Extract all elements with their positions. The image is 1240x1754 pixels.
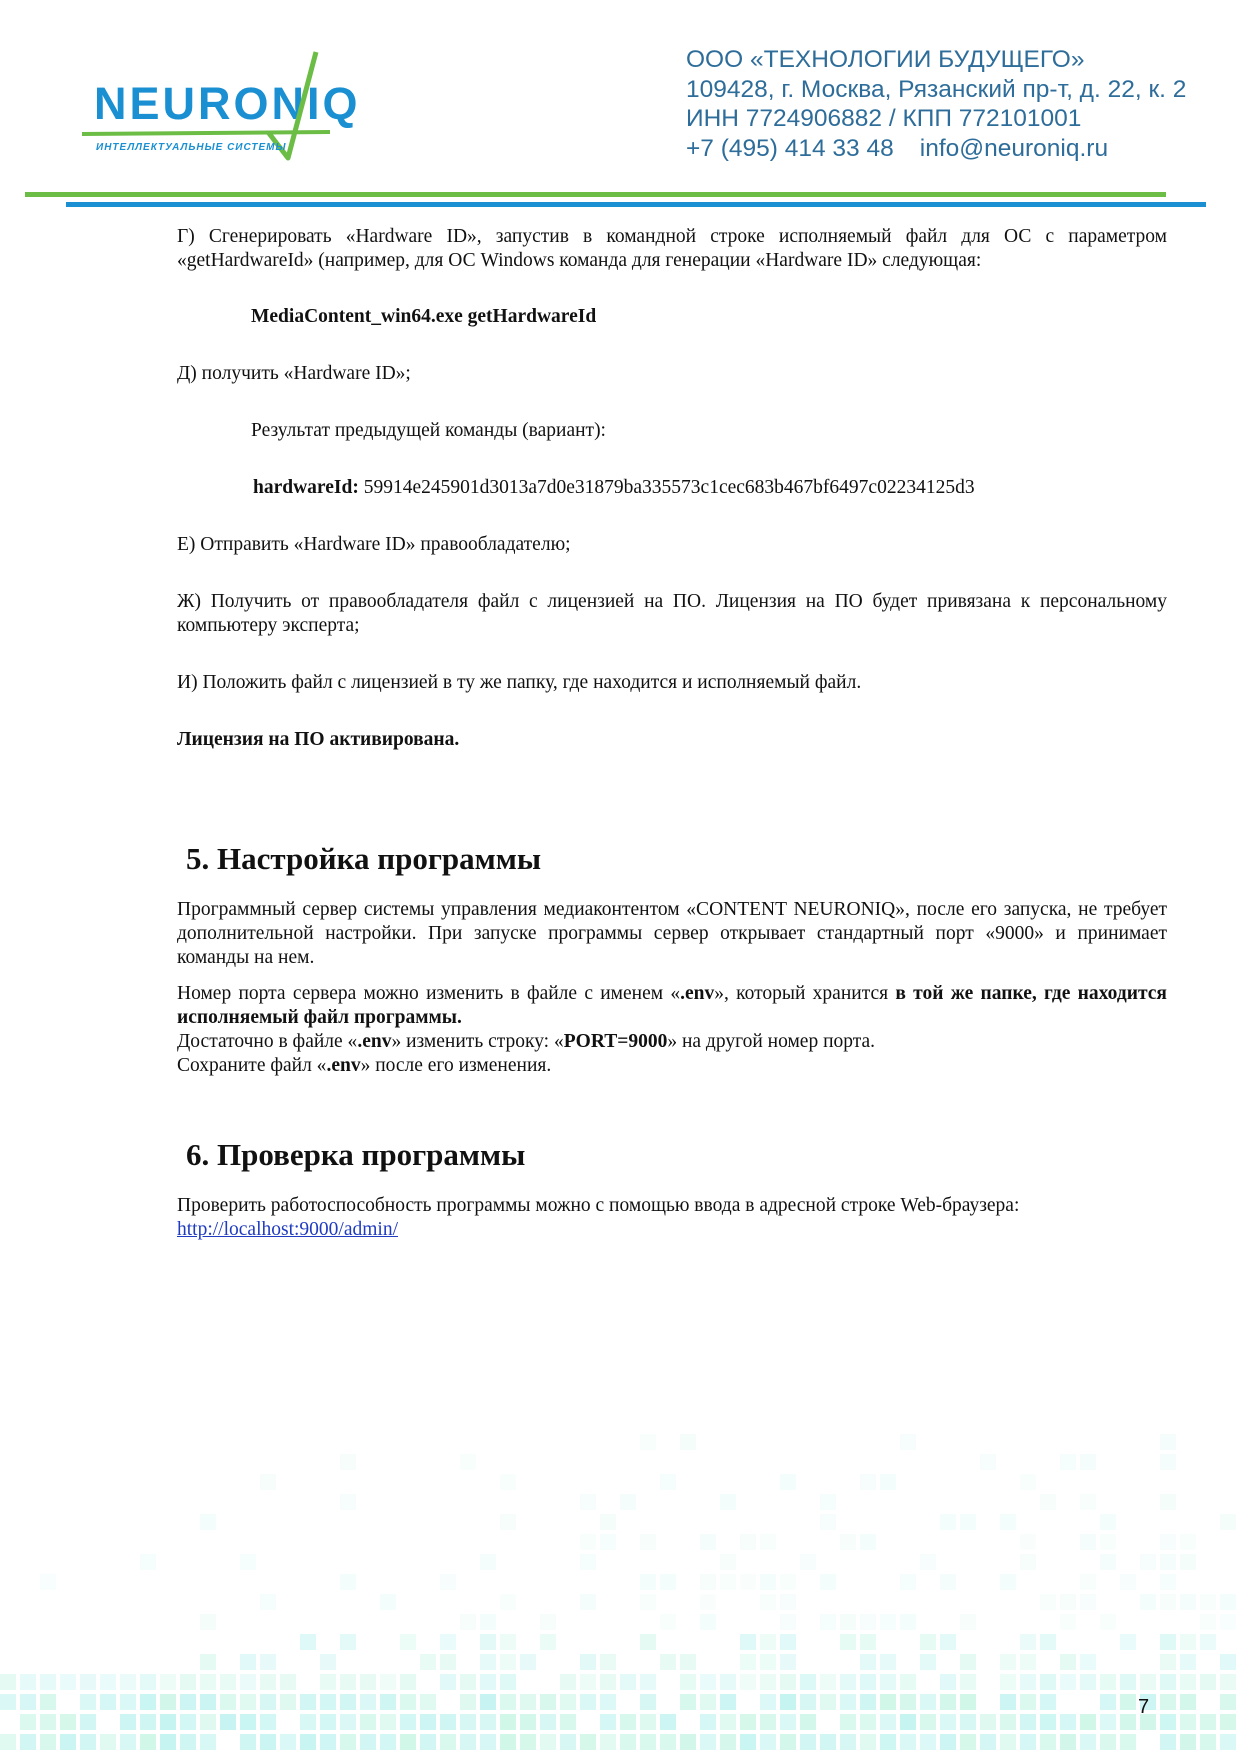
license-activated: Лицензия на ПО активирована. [177,729,460,750]
step-g: Г) Сгенерировать «Hardware ID», запустив в командной строке исполняемый файл для ОС с параметром «getHardwareId» (например, для ОС Windows команда для генерации «Hardware ID» следующая: [177,226,1167,271]
company-name: ООО «ТЕХНОЛОГИИ БУДУЩЕГО» [686,46,1085,73]
admin-url-link[interactable]: http://localhost:9000/admin/ [177,1219,398,1240]
command-line: MediaContent_win64.exe getHardwareId [251,306,597,327]
company-inn-kpp: ИНН 7724906882 / КПП 772101001 [686,105,1082,132]
hardware-id-line [177,476,1167,500]
company-email[interactable]: info@neuroniq.ru [919,134,1109,162]
company-address: 109428, г. Москва, Рязанский пр-т, д. 22, к. 2 [686,75,1187,103]
section-5-title: 5. Настройка программы [186,841,542,876]
logo-wordmark: NEURONIQ [94,78,361,129]
neuroniq-logo [78,46,408,161]
section-5-para-2: Номер порта сервера можно изменить в файле с именем «.env», который хранится в той же папке, где находится исполняемый файл программы. [177,983,1167,1028]
hardware-id-value: 59914e245901d3013a7d0e31879ba335573c1cec683b467bf6497c02234125d3 [358,477,975,498]
step-i: И) Положить файл с лицензией в ту же папку, где находится и исполняемый файл. [177,672,862,693]
result-label: Результат предыдущей команды (вариант): [251,420,606,441]
section-5-para-3: Достаточно в файле «.env» изменить строку: «PORT=9000» на другой номер порта. [177,1031,876,1052]
footer-background-pattern [0,1400,1240,1754]
header-divider-green [25,192,1166,197]
page-number: 7 [1138,1696,1150,1718]
step-zh: Ж) Получить от правообладателя файл с лицензией на ПО. Лицензия на ПО будет привязана к персональному компьютеру эксперта; [177,591,1167,636]
section-5-para-1: Программный сервер системы управления медиаконтентом «CONTENT NEURONIQ», после его запуска, не требует дополнительной настройки. При запуске программы сервер открывает стандартный порт «9000» и принимает команды на нем. [177,899,1167,968]
section-6-para: Проверить работоспособность программы можно с помощью ввода в адресной строке Web-браузера: [177,1195,1020,1216]
section-6-link-line [177,1218,1167,1242]
step-d: Д) получить «Hardware ID»; [177,363,411,384]
header-divider-blue [66,202,1206,207]
company-contacts [686,134,1226,164]
document-body [177,225,1167,1242]
company-info [686,45,1226,163]
section-6-title: 6. Проверка программы [186,1137,526,1172]
hardware-id-label: hardwareId: [253,477,359,498]
step-e: Е) Отправить «Hardware ID» правообладателю; [177,534,571,555]
company-phone: +7 (495) 414 33 48 [686,134,894,162]
section-5-para-4: Сохраните файл «.env» после его изменения. [177,1055,552,1076]
logo-tagline: ИНТЕЛЛЕКТУАЛЬНЫЕ СИСТЕМЫ [96,142,287,153]
